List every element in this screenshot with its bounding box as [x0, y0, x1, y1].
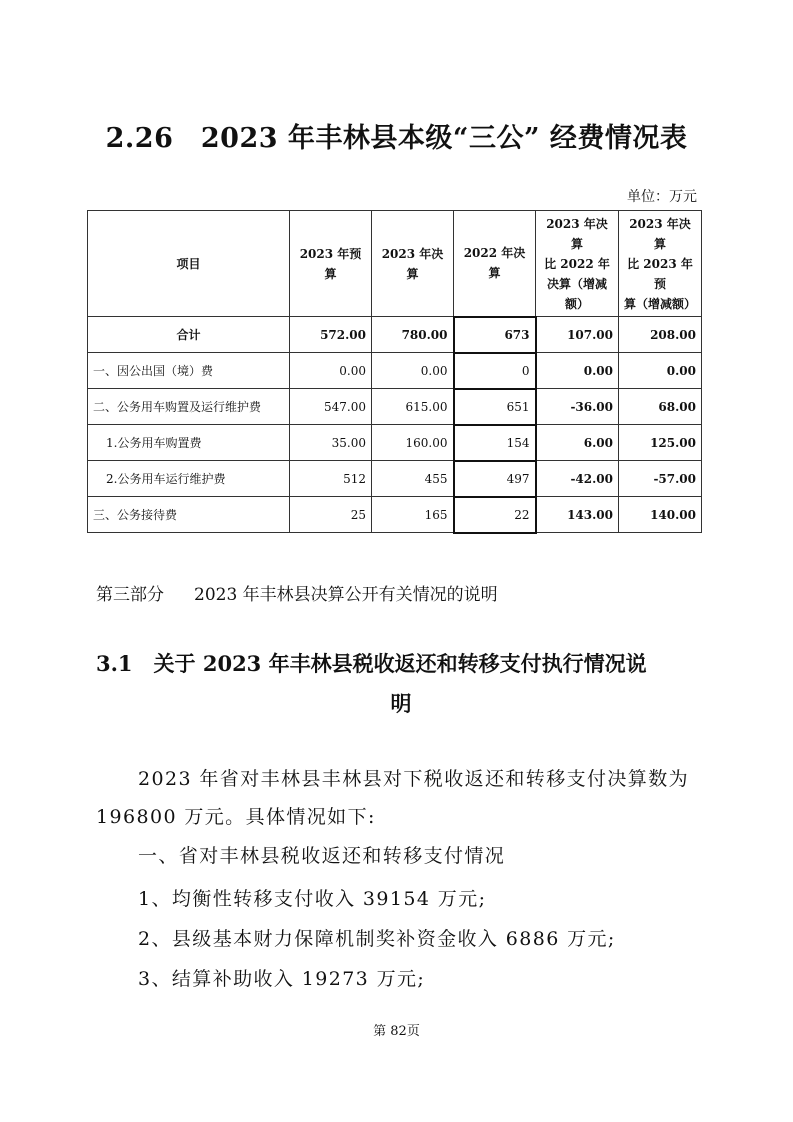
unit-label: 单位：万元: [627, 189, 697, 205]
section-title-line2: 明: [390, 691, 412, 716]
header-text: 2023 年决算 比 2023 年预 算（增减额）: [624, 216, 697, 311]
list-item: 3、结算补助收入 19273 万元;: [138, 968, 426, 990]
cell: 208.00: [619, 317, 702, 353]
header-budget-2023: [290, 211, 372, 317]
list-item: 一、省对丰林县税收返还和转移支付情况: [138, 845, 506, 867]
header-diff-vs-2022: [536, 211, 619, 317]
three-public-expense-table: [87, 210, 702, 534]
cell: 6.00: [536, 425, 619, 461]
table-row: [88, 461, 702, 497]
header-final-2022: [454, 211, 536, 317]
cell: 780.00: [372, 317, 454, 353]
cell: 0.00: [619, 353, 702, 389]
cell: 547.00: [290, 389, 372, 425]
cell: 615.00: [372, 389, 454, 425]
table-row: [88, 317, 702, 353]
table-row: [88, 425, 702, 461]
table-row: [88, 353, 702, 389]
table-row: [88, 497, 702, 533]
cell: 125.00: [619, 425, 702, 461]
cell: 0.00: [536, 353, 619, 389]
table-row: [88, 389, 702, 425]
header-final-2023: [372, 211, 454, 317]
row-label: 1.公务用车购置费: [88, 425, 290, 461]
header-diff-vs-budget: [619, 211, 702, 317]
header-text: 2023 年预 算: [299, 246, 362, 281]
section-title: [96, 644, 706, 724]
cell: 22: [454, 497, 536, 533]
part-heading: [96, 580, 498, 605]
row-label: 2.公务用车运行维护费: [88, 461, 290, 497]
header-text: 2022 年决 算: [463, 246, 526, 281]
cell: -57.00: [619, 461, 702, 497]
page-title: 2.26 2023 年丰林县本级“三公” 经费情况表: [105, 123, 688, 154]
cell: 572.00: [290, 317, 372, 353]
cell: 651: [454, 389, 536, 425]
cell: 140.00: [619, 497, 702, 533]
cell: -42.00: [536, 461, 619, 497]
cell: 0.00: [372, 353, 454, 389]
cell: 497: [454, 461, 536, 497]
list-item: 2、县级基本财力保障机制奖补资金收入 6886 万元;: [138, 928, 616, 950]
cell: 160.00: [372, 425, 454, 461]
table-header-row: [88, 211, 702, 317]
list-item: 1、均衡性转移支付收入 39154 万元;: [138, 888, 487, 910]
row-label: 一、因公出国（境）费: [88, 353, 290, 389]
header-text: 2023 年决 算: [381, 246, 444, 281]
part-text: 2023 年丰林县决算公开有关情况的说明: [194, 585, 498, 605]
header-item: [88, 211, 290, 317]
cell: 165: [372, 497, 454, 533]
cell: 673: [454, 317, 536, 353]
cell: 143.00: [536, 497, 619, 533]
page-number: 第 82页: [373, 1024, 420, 1039]
cell: 68.00: [619, 389, 702, 425]
section-title-line1: 3.1 关于 2023 年丰林县税收返还和转移支付执行情况说: [96, 651, 647, 676]
body-paragraph: 2023 年省对丰林县丰林县对下税收返还和转移支付决算数为 196800 万元。具体情况如下:: [96, 768, 689, 828]
cell: 107.00: [536, 317, 619, 353]
row-label: 三、公务接待费: [88, 497, 290, 533]
cell: 154: [454, 425, 536, 461]
header-text: 项目: [176, 256, 201, 271]
header-text: 2023 年决 算 比 2022 年 决算（增减 额）: [544, 216, 610, 311]
row-label: 合计: [88, 317, 290, 353]
cell: 0.00: [290, 353, 372, 389]
cell: 0: [454, 353, 536, 389]
cell: 455: [372, 461, 454, 497]
cell: 512: [290, 461, 372, 497]
row-label: 二、公务用车购置及运行维护费: [88, 389, 290, 425]
cell: 35.00: [290, 425, 372, 461]
cell: 25: [290, 497, 372, 533]
cell: -36.00: [536, 389, 619, 425]
part-label: 第三部分: [96, 585, 164, 605]
